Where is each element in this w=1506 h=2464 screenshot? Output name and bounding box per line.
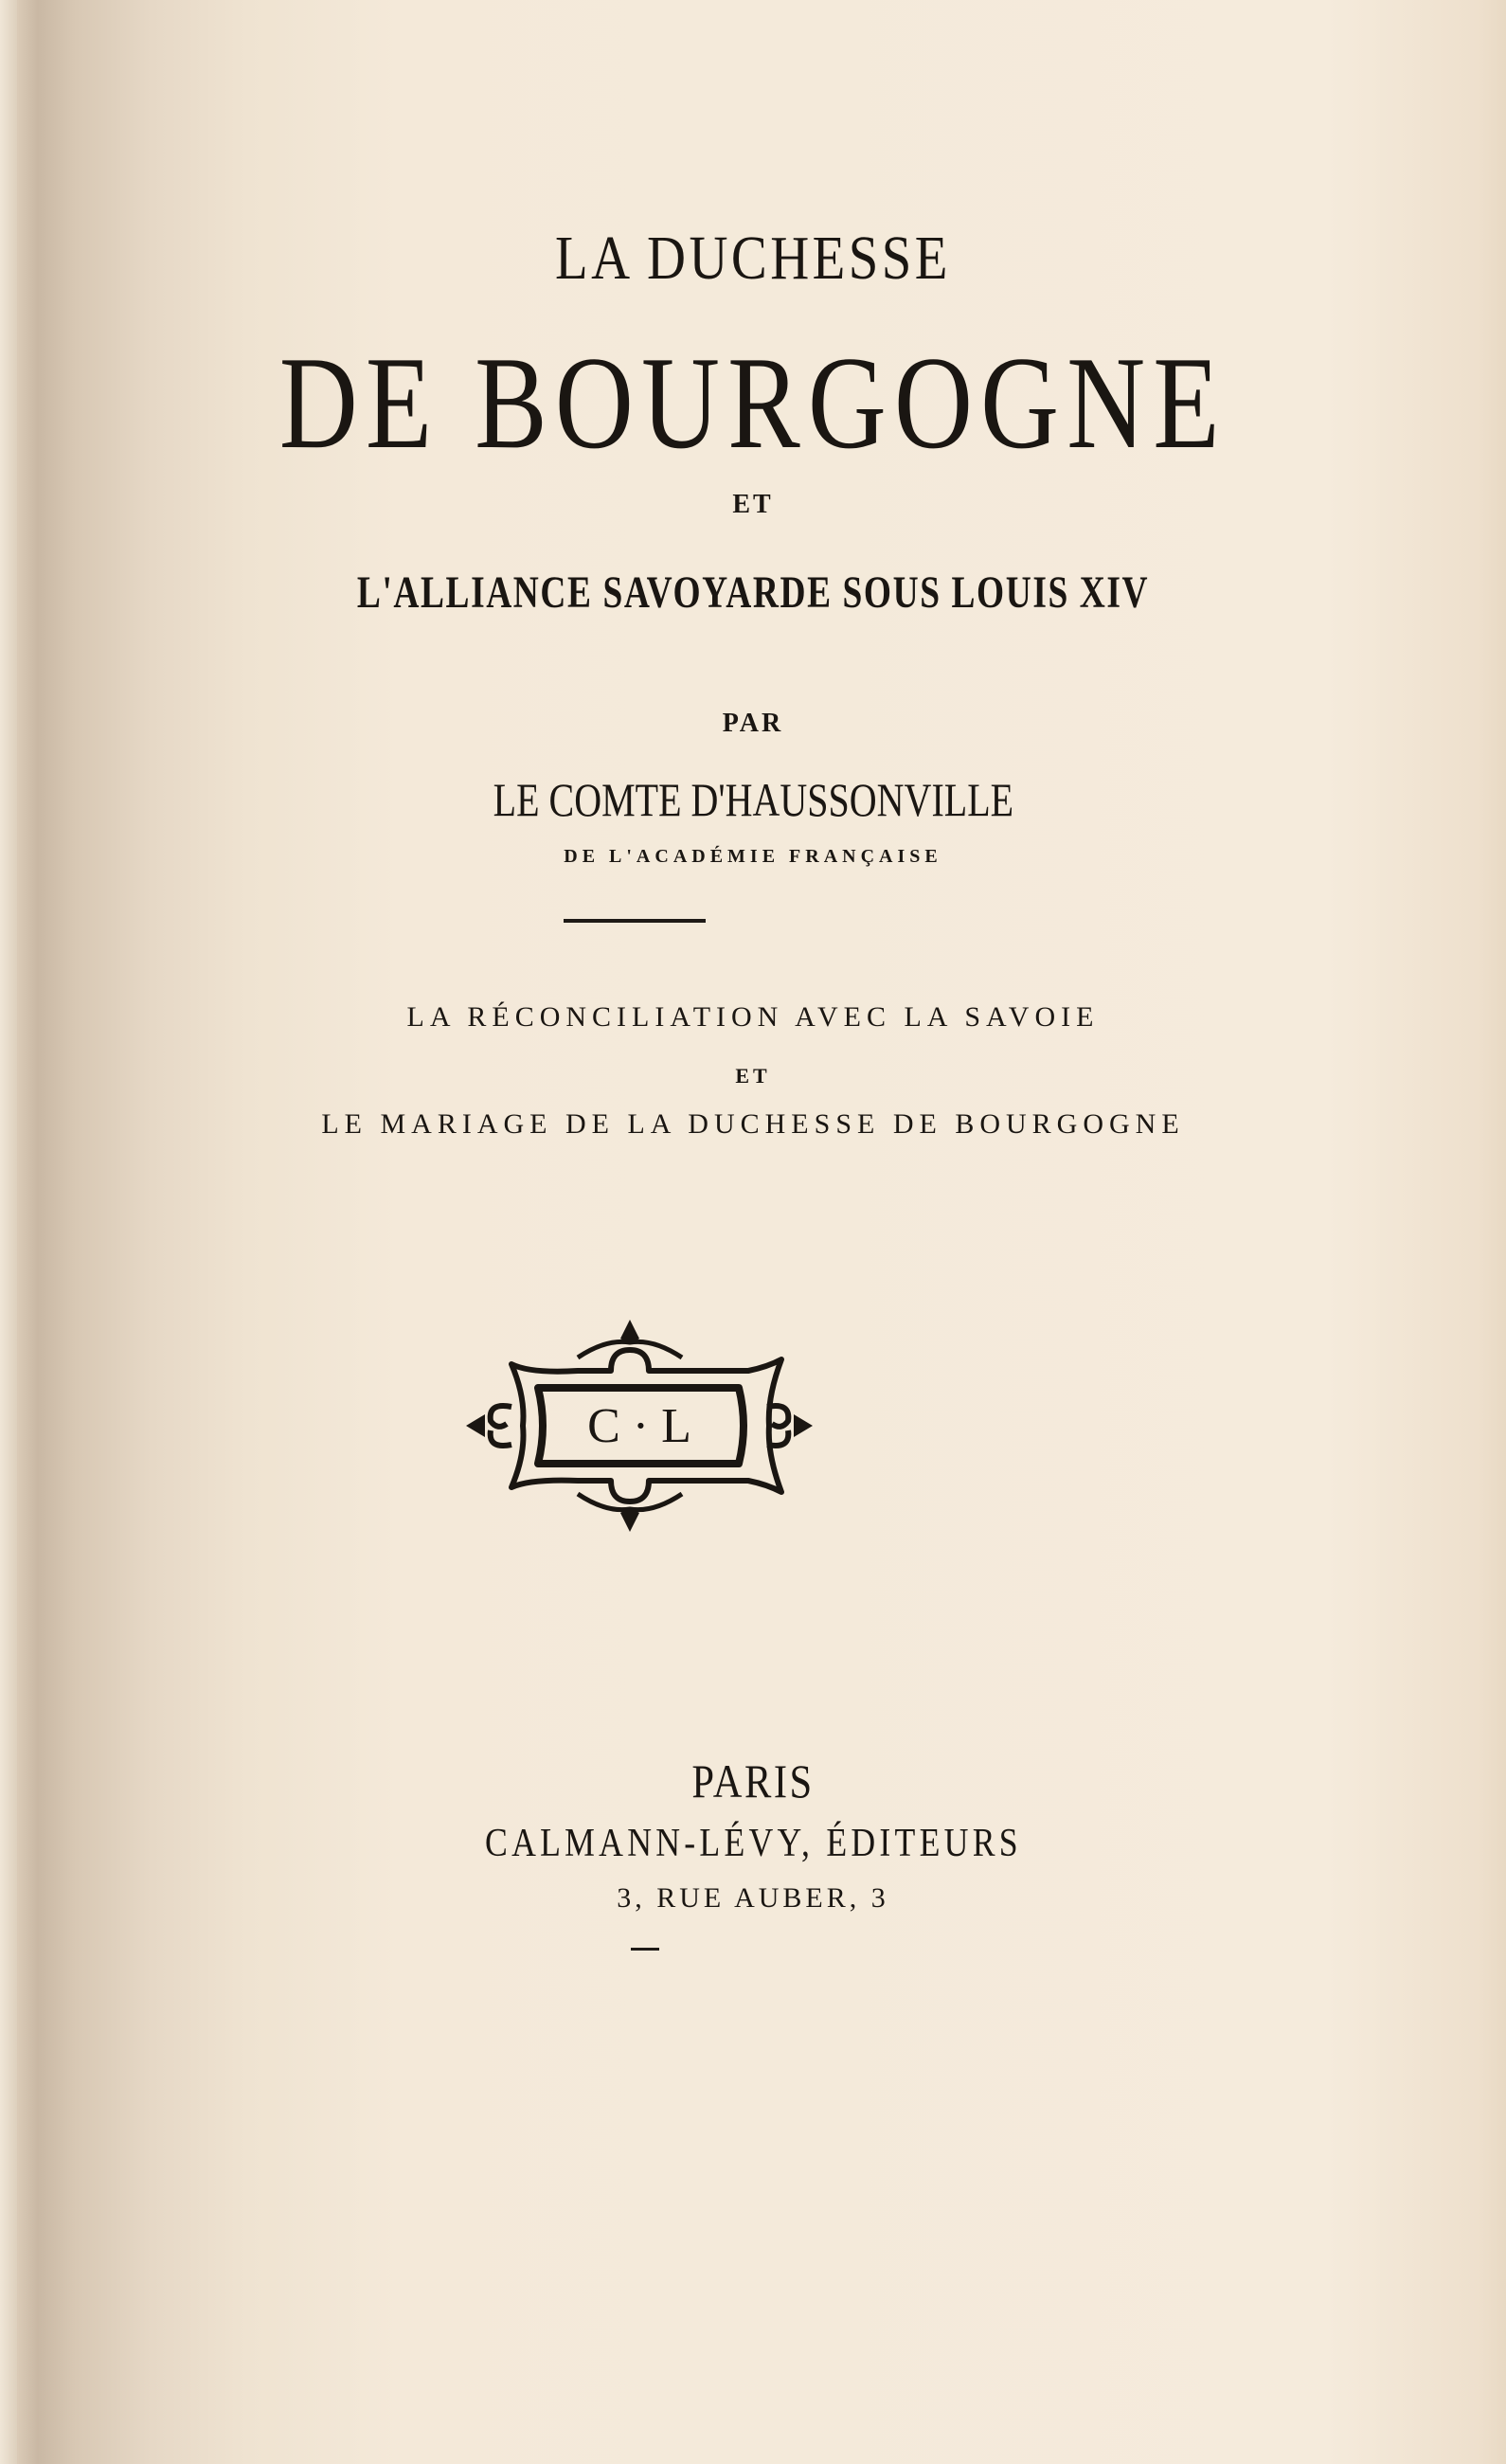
title-line-1: LA DUCHESSE [555,224,951,293]
closing-dash [631,1948,659,1951]
address: 3, RUE AUBER, 3 [617,1882,889,1914]
author-affiliation: DE L'ACADÉMIE FRANÇAISE [564,846,942,867]
svg-text:C · L: C · L [587,1399,691,1453]
divider-rule [564,919,706,923]
author: LE COMTE D'HAUSSONVILLE [493,773,1013,826]
city: PARIS [691,1754,815,1808]
volume-conjunction: ET [735,1064,771,1088]
volume-title-line-1: LA RÉCONCILIATION AVEC LA SAVOIE [406,1001,1100,1033]
subtitle: L'ALLIANCE SAVOYARDE SOUS LOUIS XIV [356,567,1150,618]
publisher: CALMANN-LÉVY, ÉDITEURS [484,1822,1022,1865]
volume-title-line-2: LE MARIAGE DE LA DUCHESSE DE BOURGOGNE [321,1108,1185,1140]
title-line-2: DE BOURGOGNE [278,330,1228,477]
conjunction-et: ET [732,490,774,519]
publisher-mark-icon [464,1312,815,1539]
by-label: PAR [722,709,784,738]
